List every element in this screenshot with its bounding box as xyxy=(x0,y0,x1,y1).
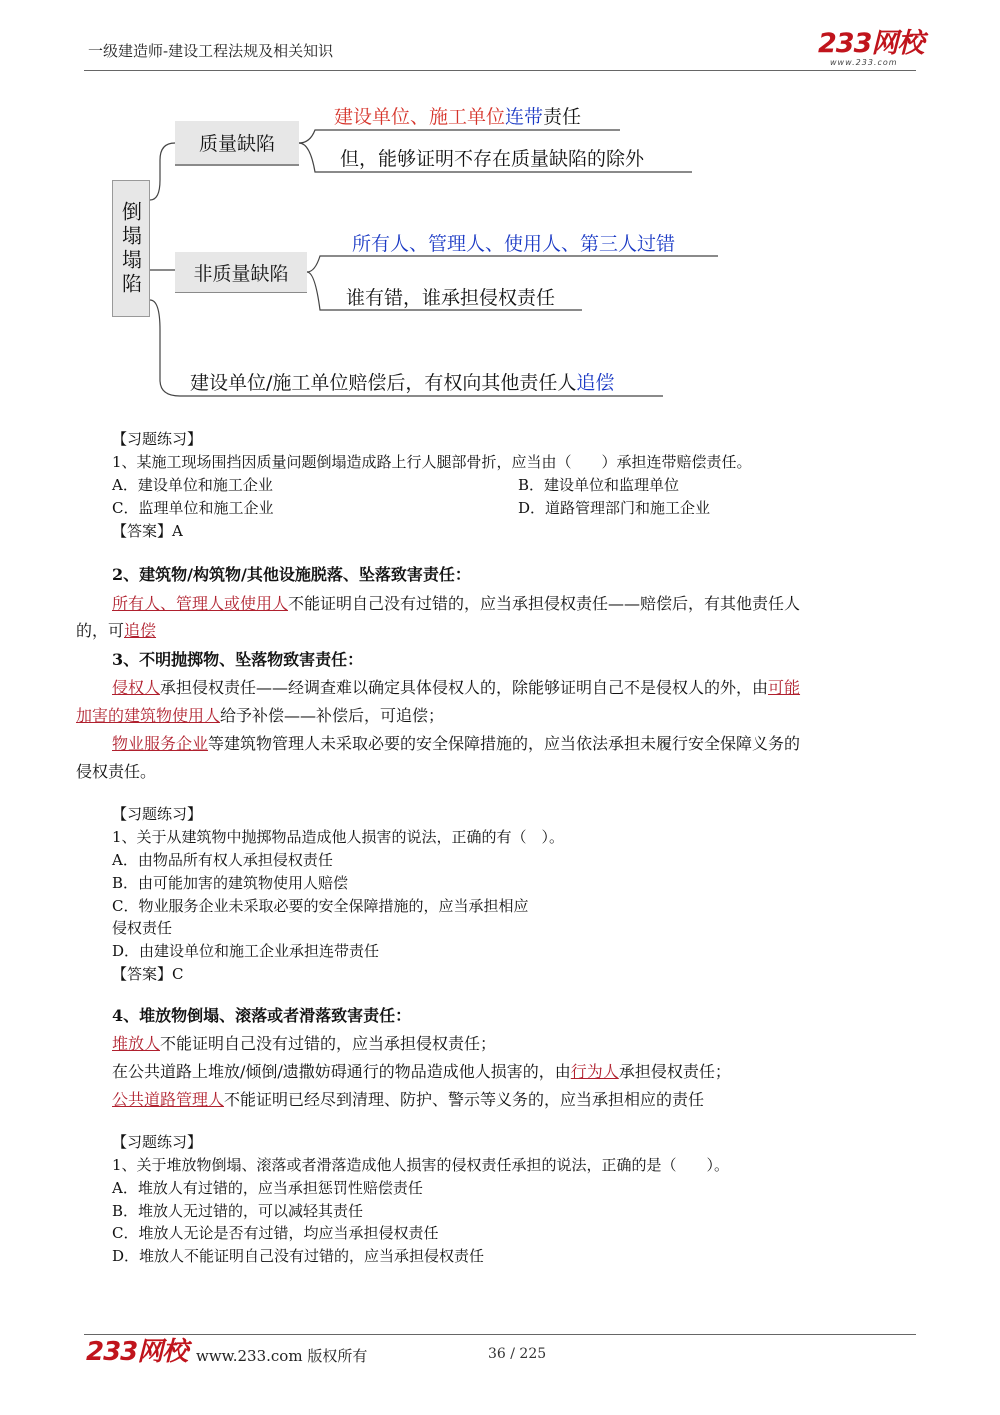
section4-line2 xyxy=(112,1059,731,1082)
exercise3-option-b: B．堆放人无过错的，可以减轻其责任 xyxy=(112,1202,364,1220)
exercise1-option-b: B．建设单位和监理单位 xyxy=(518,476,680,494)
section4-highlight-stacker: 堆放人 xyxy=(112,1034,161,1053)
mindmap-node-quality-defect: 质量缺陷 xyxy=(175,121,299,164)
exercise3-question: 1、关于堆放物倒塌、滚落或者滑落造成他人损害的侵权责任承担的说法，正确的是（ ）。 xyxy=(112,1156,730,1174)
section4-line2-rest: 承担侵权责任； xyxy=(618,1062,731,1081)
footer-copyright: www.233.com 版权所有 xyxy=(196,1347,368,1365)
section2-line2 xyxy=(76,618,156,641)
exercise1-option-d: D．道路管理部门和施工企业 xyxy=(518,499,711,517)
section2-line2-text: 的，可 xyxy=(76,621,125,640)
exercise1-question: 1、某施工现场围挡因质量问题倒塌造成路上行人腿部骨折，应当由（ ）承担连带赔偿责任。 xyxy=(112,453,752,471)
section2-line1-text: 不能证明自己没有过错的，应当承担侵权责任——赔偿后，有其他责任人 xyxy=(288,594,801,613)
mindmap-node2-branch1: 所有人、管理人、使用人、第三人过错 xyxy=(352,233,676,255)
brand-logo: 233网校 xyxy=(818,28,924,59)
section4-line1 xyxy=(112,1031,496,1054)
mindmap-node1-branch1-red: 建设单位、施工单位 xyxy=(334,106,506,128)
mindmap-node1-branch2: 但，能够证明不存在质量缺陷的除外 xyxy=(340,148,645,170)
section3-line3-text: 等建筑物管理人未采取必要的安全保障措施的，应当依法承担未履行安全保障义务的 xyxy=(208,734,801,753)
section4-line1-text: 不能证明自己没有过错的，应当承担侵权责任； xyxy=(160,1034,497,1053)
exercise2-answer: 【答案】C xyxy=(112,965,184,983)
exercise2-option-c-line2: 侵权责任 xyxy=(112,919,173,937)
section4-highlight-road-manager: 公共道路管理人 xyxy=(112,1090,225,1109)
mindmap-bottom-branch xyxy=(190,368,614,395)
mindmap-node-non-quality-defect: 非质量缺陷 xyxy=(175,252,307,292)
exercise2-option-b: B．由可能加害的建筑物使用人赔偿 xyxy=(112,874,349,892)
section2-highlight-recourse: 追偿 xyxy=(124,621,157,640)
exercise2-option-c-line1: C．物业服务企业未采取必要的安全保障措施的，应当承担相应 xyxy=(112,897,529,915)
section3-line3 xyxy=(112,731,800,754)
footer-brand-logo: 233网校 xyxy=(86,1337,188,1367)
section3-highlight-property-service: 物业服务企业 xyxy=(112,734,209,753)
mindmap-node1-branch1-rest: 责任 xyxy=(543,106,582,128)
exercise2-heading: 【习题练习】 xyxy=(112,805,203,823)
header-title: 一级建造师-建设工程法规及相关知识 xyxy=(88,42,334,60)
section3-line2 xyxy=(76,703,444,726)
exercise3-heading: 【习题练习】 xyxy=(112,1133,203,1151)
section3-line2-text: 给予补偿——补偿后，可追偿； xyxy=(220,706,445,725)
exercise2-question: 1、关于从建筑物中抛掷物品造成他人损害的说法，正确的有（ ）。 xyxy=(112,828,565,846)
section2-title: 2、建筑物/构筑物/其他设施脱落、坠落致害责任： xyxy=(112,565,471,584)
exercise1-option-c: C．监理单位和施工企业 xyxy=(112,499,274,517)
section3-highlight-infringer: 侵权人 xyxy=(112,678,161,697)
mindmap-connectors xyxy=(0,0,1000,420)
exercise2-option-a: A．由物品所有权人承担侵权责任 xyxy=(112,851,333,869)
mindmap-bottom-blue: 追偿 xyxy=(576,372,615,394)
exercise3-option-d: D．堆放人不能证明自己没有过错的，应当承担侵权责任 xyxy=(112,1247,485,1265)
section4-title: 4、堆放物倒塌、滚落或者滑落致害责任： xyxy=(112,1006,412,1025)
section3-highlight-building-user: 加害的建筑物使用人 xyxy=(76,706,221,725)
mindmap-root: 倒塌塌陷 xyxy=(112,180,150,317)
exercise1-answer: 【答案】A xyxy=(112,522,183,540)
section3-highlight-possible: 可能 xyxy=(768,678,801,697)
exercise2-option-d: D．由建设单位和施工企业承担连带责任 xyxy=(112,942,380,960)
mindmap-node1-branch1 xyxy=(334,102,581,129)
section3-line1 xyxy=(112,675,800,698)
section3-title: 3、不明抛掷物、坠落物致害责任： xyxy=(112,650,364,669)
exercise3-option-a: A．堆放人有过错的，应当承担惩罚性赔偿责任 xyxy=(112,1179,423,1197)
mindmap-node2-branch2: 谁有错，谁承担侵权责任 xyxy=(346,287,556,309)
footer-divider xyxy=(84,1334,916,1335)
mindmap-bottom-text: 建设单位/施工单位赔偿后，有权向其他责任人 xyxy=(190,372,577,394)
section2-highlight-owner: 所有人、管理人或使用人 xyxy=(112,594,289,613)
section4-highlight-actor: 行为人 xyxy=(570,1062,619,1081)
section2-line1 xyxy=(112,591,800,614)
footer-page-number: 36 / 225 xyxy=(488,1346,547,1362)
section4-line3 xyxy=(112,1087,704,1110)
mindmap-node1-branch1-blue: 连带 xyxy=(505,106,544,128)
exercise1-heading: 【习题练习】 xyxy=(112,430,203,448)
section3-line1-text: 承担侵权责任——经调查难以确定具体侵权人的，除能够证明自己不是侵权人的外，由 xyxy=(160,678,769,697)
section4-line3-text: 不能证明已经尽到清理、防护、警示等义务的，应当承担相应的责任 xyxy=(224,1090,705,1109)
brand-logo-url: www.233.com xyxy=(830,58,898,67)
section4-line2-text: 在公共道路上堆放/倾倒/遗撒妨碍通行的物品造成他人损害的，由 xyxy=(112,1062,571,1081)
exercise3-option-c: C．堆放人无论是否有过错，均应当承担侵权责任 xyxy=(112,1224,439,1242)
section3-line4: 侵权责任。 xyxy=(76,762,157,781)
exercise1-option-a: A．建设单位和施工企业 xyxy=(112,476,273,494)
